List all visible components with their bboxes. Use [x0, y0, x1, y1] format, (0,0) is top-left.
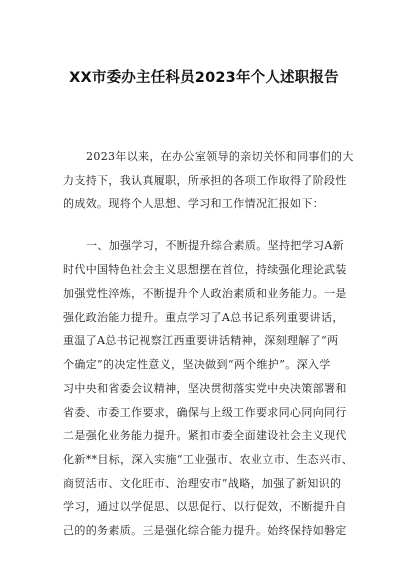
- body-line: 力支持下，我认真履职，所承担的各项工作取得了阶段性: [63, 174, 347, 187]
- body-line: 加强党性淬炼，不断提升个人政治素质和业务能力。一是: [63, 287, 347, 300]
- document-title: XX市委办主任科员2023年个人述职报告: [69, 70, 339, 86]
- body-line: 学习，通过以学促思、以思促行、以行促效，不断提升自: [63, 500, 347, 513]
- body-line: 一、加强学习，不断提升综合素质。坚持把学习A新: [86, 239, 344, 252]
- body-line: 时代中国特色社会主义思想摆在首位，持续强化理论武装: [63, 263, 347, 276]
- body-line: 化新**目标，深入实施“工业强市、农业立市、生态兴市、: [63, 453, 354, 466]
- body-line: 二是强化业务能力提升。紧扣市委全面建设社会主义现代: [63, 429, 347, 442]
- body-line: 个确定”的决定性意义，坚决做到“两个维护”。深入学: [63, 358, 331, 371]
- body-line: 2023年以来，在办公室领导的亲切关怀和同事们的大: [86, 150, 354, 163]
- body-line: 强化政治能力提升。重点学习了A总书记系列重要讲话，: [63, 311, 344, 324]
- body-line: 重温了A总书记视察江西重要讲话精神，深刻理解了“两: [63, 334, 339, 347]
- body-line: 习中央和省委会议精神，坚决贯彻落实党中央决策部署和: [63, 382, 347, 395]
- body-line: 商贸活市、文化旺市、治理安市”战略，加强了新知识的: [63, 477, 342, 490]
- body-line: 己的的务素质。三是强化综合能力提升。始终保持如磐定: [63, 524, 347, 537]
- body-line: 省委、市委工作要求，确保与上级工作要求同心同向同行: [63, 406, 347, 419]
- body-line: 的成效。现将个人思想、学习和工作情况汇报如下：: [63, 197, 325, 210]
